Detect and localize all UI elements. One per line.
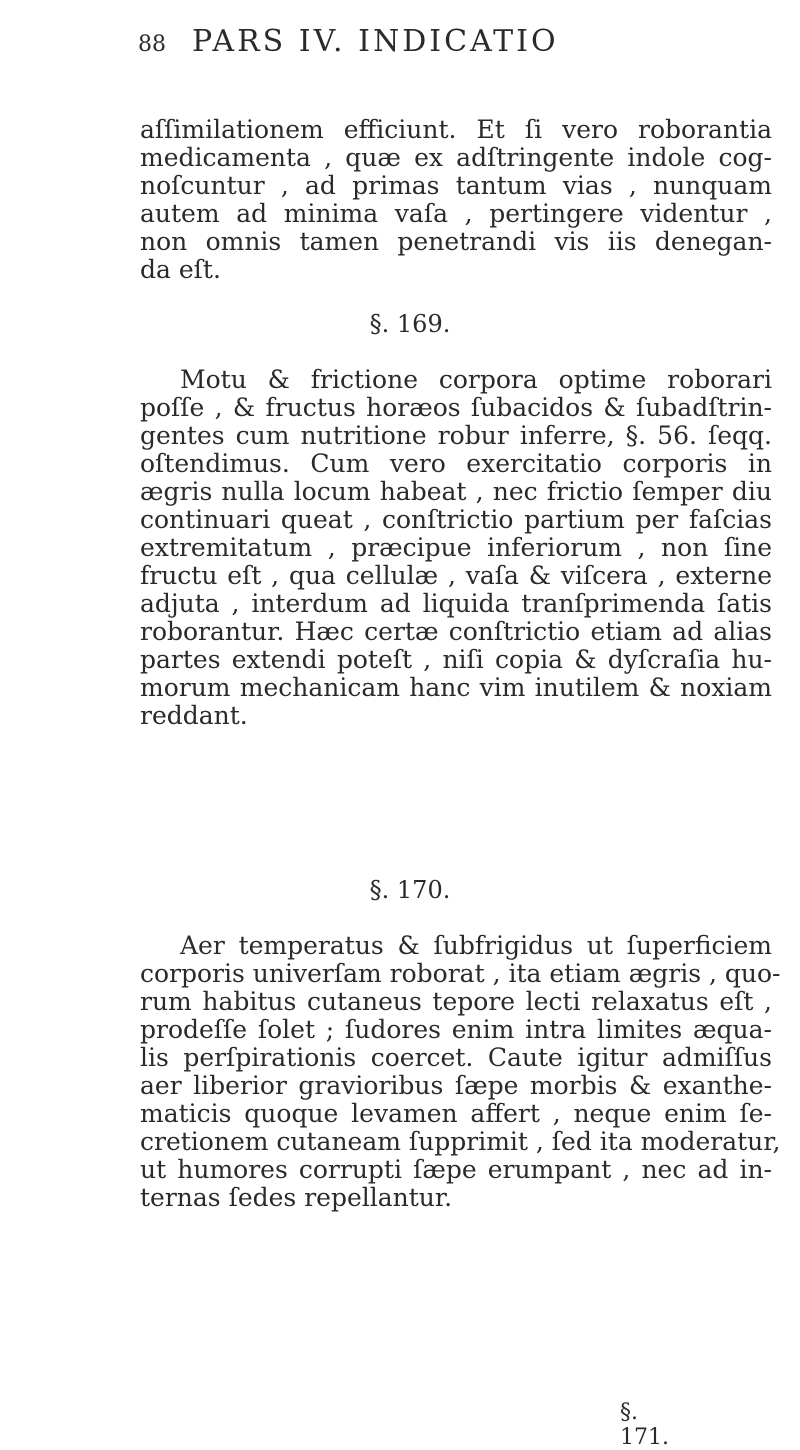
section-catchword-171: §. 171.: [620, 1400, 669, 1450]
text-line: rum habitus cutaneus tepore lecti relaxatus eſt ,: [140, 987, 772, 1016]
text-line: autem ad minima vaſa , pertingere videntur ,: [140, 199, 772, 228]
text-line: non omnis tamen penetrandi vis iis denegan-: [140, 227, 772, 256]
text-line: continuari queat , conſtrictio partium per faſcias: [140, 505, 772, 534]
paragraph-2: [140, 366, 772, 730]
text-line: extremitatum , præcipue inferiorum , non ſine: [140, 533, 772, 562]
page-number: 88: [138, 32, 166, 57]
text-line: gentes cum nutritione robur inferre, §. 56. ſeqq.: [140, 421, 772, 450]
text-line: poſſe , & fructus horæos ſubacidos & ſubadſtrin-: [140, 393, 772, 422]
text-line: roborantur. Hæc certæ conſtrictio etiam ad alias: [140, 617, 772, 646]
running-head: [138, 24, 758, 59]
section-heading-170: §. 170.: [369, 876, 451, 904]
text-line: Aer temperatus & ſubfrigidus ut ſuperficiem: [180, 931, 772, 960]
text-line: fructu eſt , qua cellulæ , vaſa & viſcera , externe: [140, 561, 772, 590]
text-line: noſcuntur , ad primas tantum vias , nunquam: [140, 171, 772, 200]
text-line: morum mechanicam hanc vim inutilem & noxiam: [140, 673, 772, 702]
text-line: Motu & frictione corpora optime roborari: [180, 365, 772, 394]
paragraph-3: [140, 931, 781, 1212]
text-line: adjuta , interdum ad liquida tranſprimenda ſatis: [140, 589, 772, 618]
text-line: da eſt.: [140, 255, 221, 284]
text-line: maticis quoque levamen affert , neque enim ſe-: [140, 1099, 772, 1128]
text-line: aſſimilationem efficiunt. Et ſi vero roborantia: [140, 115, 772, 144]
text-line: ternas ſedes repellantur.: [140, 1183, 453, 1212]
text-line: oſtendimus. Cum vero exercitatio corporis in: [140, 449, 772, 478]
text-line: ut humores corrupti ſæpe erumpant , nec ad in-: [140, 1155, 772, 1184]
text-line: ægris nulla locum habeat , nec frictio ſemper diu: [140, 477, 772, 506]
text-line: cretionem cutaneam ſupprimit , ſed ita moderatur,: [140, 1127, 781, 1156]
text-line: prodeſſe ſolet ; ſudores enim intra limites æqua-: [140, 1015, 772, 1044]
paragraph-1: [140, 116, 772, 284]
text-line: reddant.: [140, 701, 248, 730]
text-line: partes extendi poteſt , niſi copia & dyſcraſia hu-: [140, 645, 772, 674]
text-line: medicamenta , quæ ex adſtringente indole cog-: [140, 143, 772, 172]
running-title: PARS IV. INDICATIO: [192, 24, 559, 59]
text-line: corporis univerſam roborat , ita etiam ægris , quo-: [140, 959, 781, 988]
text-line: aer liberior gravioribus ſæpe morbis & exanthe-: [140, 1071, 772, 1100]
text-line: lis perſpirationis coercet. Caute igitur admiſſus: [140, 1043, 772, 1072]
section-heading-169: §. 169.: [369, 310, 451, 338]
